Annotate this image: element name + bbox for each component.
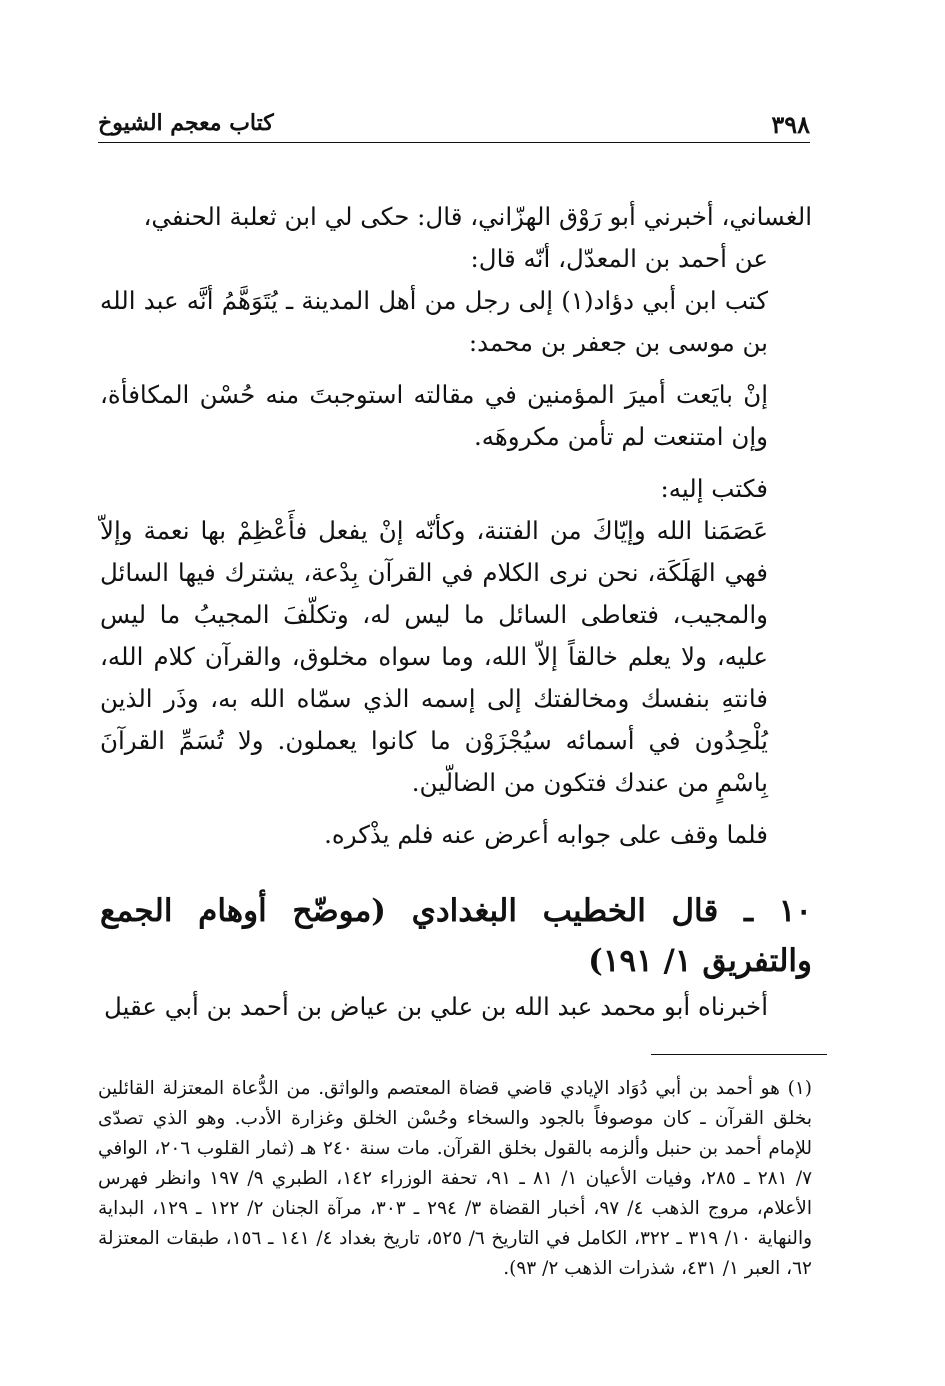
paragraph-1: الغساني، أخبرني أبو رَوْق الهزّاني، قال: حكى لي ابن ثعلبة الحنفي، <box>143 202 812 231</box>
running-title: كتاب معجم الشيوخ <box>98 110 274 136</box>
page-header <box>98 104 810 143</box>
section-heading: ١٠ ـ قال الخطيب البغدادي (موضّح أوهام الجمع والتفريق ١/ ١٩١) <box>100 893 812 979</box>
footnotes <box>98 1074 812 1284</box>
page-number: ٣٩٨ <box>771 110 810 139</box>
footnote-divider <box>651 1054 827 1055</box>
footnote-1: (١) هو أحمد بن أبي دُوَاد الإيادي قاضي قضاة المعتصم والواثق. من الدُّعاة المعتزلة القائلين بخلق القرآن ـ كان موصوفاً بالجود والسخاء وحُسْن الخلق وغزارة الأدب. وهو الذي تصدّى للإمام أحمد بن حنبل وألزمه بالقول بخلق القرآن. مات سنة ٢٤٠ هـ (ثمار القلوب ٢٠٦، الوافي ٧/ ٢٨١ ـ ٢٨٥، وفيات الأعيان ١/ ٨١ ـ ٩١، تحفة الوزراء ١٤٢، الطبري ٩/ ١٩٧ وانظر فهرس الأعلام، مروج الذهب ٤/ ٩٧، أخبار القضاة ٣/ ٢٩٤ ـ ٣٠٣، مرآة الجنان ٢/ ١٢٢ ـ ١٢٩، البداية والنهاية ١٠/ ٣١٩ ـ ٣٢٢، الكامل في التاريخ ٦/ ٥٢٥، تاريخ بغداد ٤/ ١٤١ ـ ١٥٦، طبقات المعتزلة ٦٢، العبر ١/ ٤٣١، شذرات الذهب ٢/ ٩٣). <box>98 1078 813 1279</box>
paragraph-2: عن أحمد بن المعدّل، أنّه قال: <box>470 244 768 273</box>
paragraph-4: إنْ بايَعت أميرَ المؤمنين في مقالته استوجبتَ منه حُسْن المكافأة، وإن امتنعت لم تأمن مكروهَه. <box>100 380 768 451</box>
paragraph-5: فكتب إليه: <box>660 474 768 503</box>
section-first-line: أخبرناه أبو محمد عبد الله بن علي بن عياض بن أحمد بن أبي عقيل <box>104 992 768 1021</box>
paragraph-7: فلما وقف على جوابه أعرض عنه فلم يذْكره. <box>324 820 768 849</box>
paragraph-6: عَصَمَنا الله وإيّاكَ من الفتنة، وكأنّه إنْ يفعل فأَعْظِمْ بها نعمة وإلاّ فهي الهَلَكَة، نحن نرى الكلام في القرآن بِدْعة، يشترك فيها السائل والمجيب، فتعاطى السائل ما ليس له، وتكلّفَ المجيبُ ما ليس عليه، ولا يعلم خالقاً إلاّ الله، وما سواه مخلوق، والقرآن كلام الله، فانتهِ بنفسك ومخالفتك إلى إسمه الذي سمّاه الله به، وذَر الذين يُلْحِدُون في أسمائه سيُجْزَوْن ما كانوا يعملون. ولا تُسَمِّ القرآنَ بِاسْمٍ من عندك فتكون من الضالّين. <box>100 516 768 797</box>
paragraph-3: كتب ابن أبي دؤاد(١) إلى رجل من أهل المدينة ـ يُتَوَهَّمُ أنَّه عبد الله بن موسى بن جعفر بن محمد: <box>100 286 768 357</box>
main-text <box>100 196 812 856</box>
